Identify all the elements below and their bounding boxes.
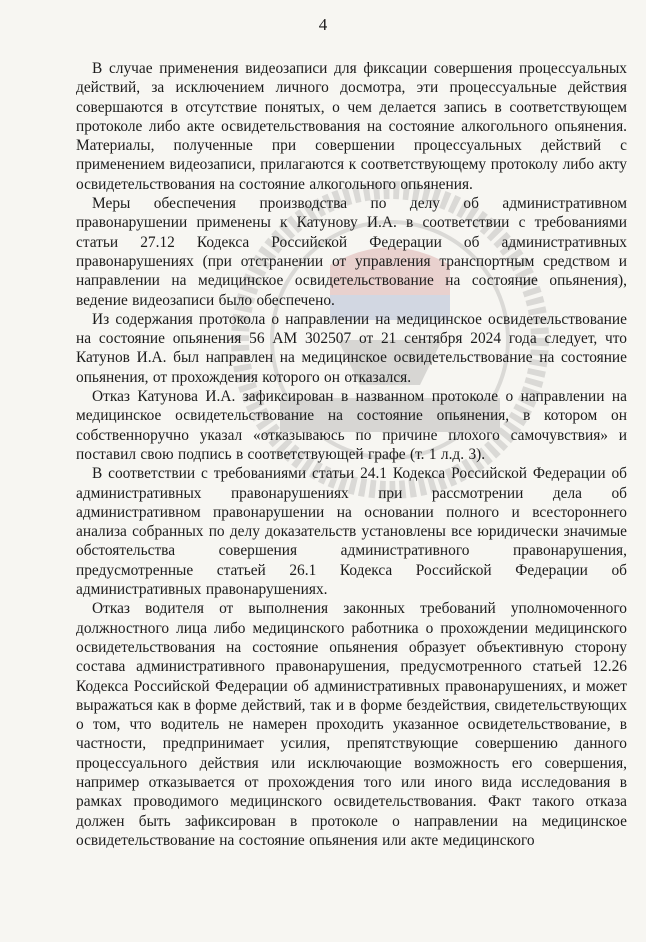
paragraph-driver-refusal: Отказ водителя от выполнения законных требований уполномоченного должностного лица либо медицинского работника о прохождении медицинского освидетельствования на состояние опьянения образует объективную сторону состава административного правонарушения, предусмотренного статьей 12.26 Кодекса Российской Федерации об административных правонарушениях, и может выражаться как в форме действий, так и в форме бездействия, свидетельствующих о том, что водитель не намерен проходить указанное освидетельствование, в частности, предпринимает усилия, препятствующие совершению данного процессуального действия или исключающие возможность его совершения, например отказывается от прохождения того или иного вида исследования в рамках проводимого медицинского освидетельствования. Факт такого отказа должен быть зафиксирован в протоколе о направлении на медицинское освидетельствование на состояние опьянения или акте медицинского xyxy=(76,600,627,849)
page-number: 4 xyxy=(318,15,328,34)
paragraph-article-24-1: В соответствии с требованиями статьи 24.1 Кодекса Российской Федерации об административных правонарушениях при рассмотрении дела об административном правонарушении на основании полного и всестороннего анализа собранных по делу доказательств установлены все юридически значимые обстоятельства совершения административного правонарушения, предусмотренные статьей 26.1 Кодекса Российской Федерации об административных правонарушениях. xyxy=(76,465,627,599)
paragraph-refusal-recorded: Отказ Катунова И.А. зафиксирован в названном протоколе о направлении на медицинское освидетельствование на состояние опьянения, в котором он собственноручно указал «отказываюсь по причине плохого самочувствия» и поставил свою подпись в соответствующей графе (т. 1 л.д. 3). xyxy=(76,388,627,463)
document-body xyxy=(76,59,627,850)
paragraph-video-recording: В случае применения видеозаписи для фиксации совершения процессуальных действий, за исключением личного досмотра, эти процессуальные действия совершаются в отсутствие понятых, о чем делается запись в соответствующем протоколе либо акте освидетельствования на состояние алкогольного опьянения. Материалы, полученные при совершении процессуальных действий с применением видеозаписи, прилагаются к соответствующему протоколу либо акту освидетельствования на состояние алкогольного опьянения. xyxy=(76,60,627,193)
paragraph-protocol-content: Из содержания протокола о направлении на медицинское освидетельствование на состояние опьянения 56 АМ 302507 от 21 сентября 2024 года следует, что Катунов И.А. был направлен на медицинское освидетельствование на состояние опьянения, от прохождения которого он отказался. xyxy=(76,310,627,386)
paragraph-enforcement-measures: Меры обеспечения производства по делу об административном правонарушении применены к Катунову И.А. в соответствии с требованиями статьи 27.12 Кодекса Российской Федерации об административных правонарушениях (при отстранении от управления транспортным средством и направлении на медицинское освидетельствование на состояние опьянения), ведение видеозаписи было обеспечено. xyxy=(76,195,627,309)
